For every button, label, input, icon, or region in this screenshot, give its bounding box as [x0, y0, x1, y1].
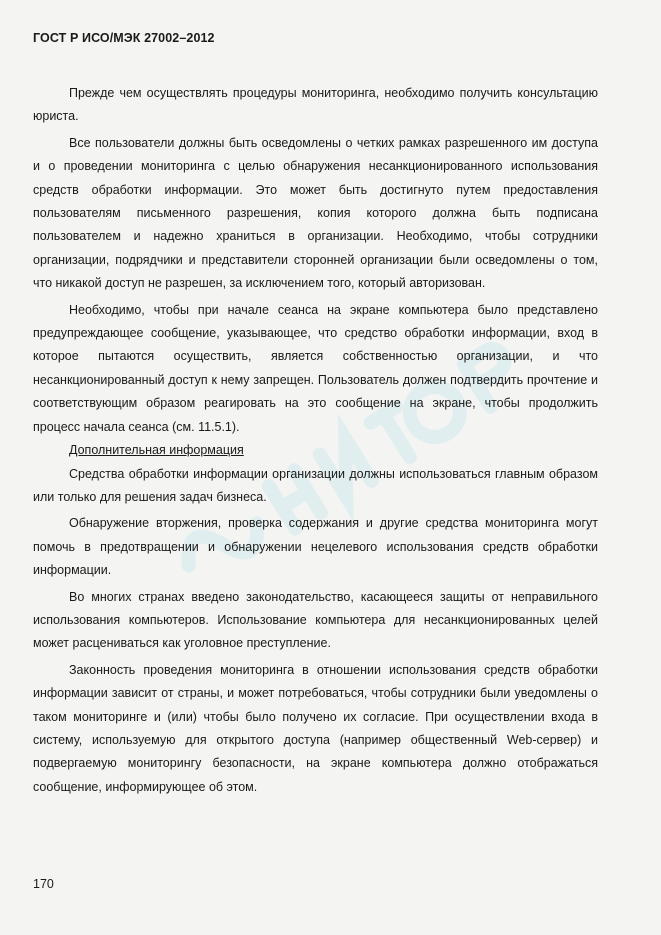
paragraph: Законность проведения мониторинга в отношении использования средств обработки информации зависит от страны, и может потребоваться, чтобы сотрудники были уведомлены о таком мониторинге и (или) чтобы было получено их согласие. При осуществлении входа в систему, используемую для открытого доступа (например общественный Web-сервер) и подвергаемую мониторингу безопасности, на экране компьютера должно отображаться сообщение, информирующее об этом.	[33, 662, 598, 794]
paragraph: Все пользователи должны быть осведомлены о четких рамках разрешенного им доступа и о проведении мониторинга с целью обнаружения несанкционированного использования средств обработки информации. Это может быть достигнуто путем предоставления пользователям письменного разрешения, копия которого должна быть подписана пользователем и надежно храниться в организации. Необходимо, чтобы сотрудники организации, подрядчики и представители сторонней организации были осведомлены о том, что никакой доступ не разрешен, за исключением того, который авторизован.	[33, 135, 598, 291]
paragraph: Обнаружение вторжения, проверка содержания и другие средства мониторинга могут помочь в предотвращении и обнаружении нецелевого использования средств обработки информации.	[33, 516, 598, 578]
paragraph: Средства обработки информации организации должны использоваться главным образом или только для решения задач бизнеса.	[33, 466, 598, 504]
paragraph: Необходимо, чтобы при начале сеанса на экране компьютера было представлено предупреждающее сообщение, указывающее, что средство обработки информации, вход в которое пытаются осуществить, является собственностью организации, и что несанкционированный доступ к нему запрещен. Пользователь должен подтвердить прочтение и соответствующим образом реагировать на это сообщение на экране, чтобы продолжить процесс начала сеанса (см. 11.5.1).	[33, 302, 598, 434]
paragraph: Прежде чем осуществлять процедуры мониторинга, необходимо получить консультацию юриста.	[33, 86, 598, 124]
page-number: 170	[33, 877, 54, 891]
paragraph: Во многих странах введено законодательство, касающееся защиты от неправильного использования компьютеров. Использование компьютера для несанкционированных целей может расцениваться как уголовное преступление.	[33, 589, 598, 651]
document-header: ГОСТ Р ИСО/МЭК 27002–2012	[33, 31, 215, 45]
section-subheading: Дополнительная информация	[69, 443, 244, 458]
document-body	[33, 82, 598, 799]
